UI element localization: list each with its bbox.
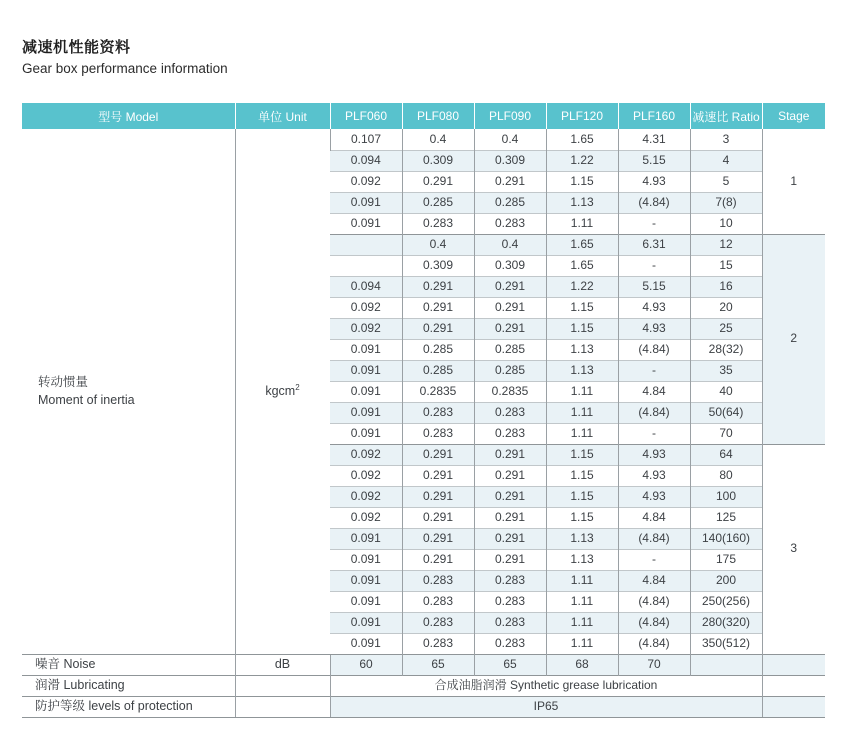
inertia-value-cell: 0.094 [330,276,402,297]
inertia-value-cell: - [618,549,690,570]
inertia-value-cell: 0.285 [474,360,546,381]
ratio-value-cell: 64 [690,444,762,465]
inertia-value-cell: 0.283 [402,213,474,234]
ratio-value-cell: 125 [690,507,762,528]
inertia-value-cell: 1.13 [546,528,618,549]
inertia-value-cell: 0.309 [402,255,474,276]
column-header-stage: Stage [762,103,825,129]
ratio-value-cell: 350(512) [690,633,762,654]
inertia-value-cell: 0.285 [402,360,474,381]
inertia-value-cell: 0.092 [330,318,402,339]
page-title: 减速机性能资料 [22,39,131,56]
inertia-value-cell: 0.2835 [474,381,546,402]
inertia-value-cell: 0.285 [474,339,546,360]
inertia-value-cell: (4.84) [618,591,690,612]
noise-unit: dB [235,654,330,675]
inertia-value-cell: 0.283 [402,633,474,654]
inertia-value-cell: 1.11 [546,402,618,423]
inertia-value-cell: 1.65 [546,129,618,150]
inertia-value-cell: 0.291 [474,549,546,570]
inertia-value-cell: 4.93 [618,297,690,318]
ratio-value-cell: 16 [690,276,762,297]
inertia-value-cell: 0.285 [402,192,474,213]
inertia-rows [22,129,825,654]
inertia-value-cell: 0.283 [474,423,546,444]
inertia-value-cell: 1.15 [546,507,618,528]
inertia-value-cell: 0.092 [330,507,402,528]
inertia-value-cell: 0.091 [330,570,402,591]
inertia-value-cell: 0.309 [474,255,546,276]
inertia-value-cell: 0.309 [402,150,474,171]
inertia-value-cell: 1.11 [546,633,618,654]
inertia-value-cell: 4.93 [618,171,690,192]
inertia-value-cell: - [618,360,690,381]
inertia-value-cell: 0.091 [330,402,402,423]
inertia-value-cell: 1.13 [546,192,618,213]
inertia-value-cell: 1.15 [546,171,618,192]
noise-value-cell: 65 [402,654,474,675]
inertia-value-cell: 0.092 [330,297,402,318]
noise-label: 噪音 Noise [22,654,235,675]
inertia-value-cell: 0.4 [402,129,474,150]
inertia-value-cell: 0.091 [330,339,402,360]
inertia-value-cell: 0.091 [330,528,402,549]
inertia-value-cell: 0.283 [402,423,474,444]
inertia-value-cell: 0.283 [474,213,546,234]
inertia-value-cell: - [618,213,690,234]
ratio-value-cell: 140(160) [690,528,762,549]
inertia-value-cell: 0.091 [330,612,402,633]
protection-value: IP65 [330,696,762,717]
inertia-value-cell: 1.13 [546,549,618,570]
inertia-value-cell: 0.283 [474,570,546,591]
inertia-value-cell: 0.291 [402,528,474,549]
unit-superscript: 2 [295,382,300,392]
inertia-value-cell: 0.092 [330,486,402,507]
column-header-model: 型号 Model [22,103,235,129]
inertia-value-cell: 1.13 [546,339,618,360]
column-header-plf160: PLF160 [618,103,690,129]
protection-row [22,696,825,717]
inertia-data-row [22,129,825,150]
inertia-value-cell: (4.84) [618,339,690,360]
stage-cell: 2 [762,234,825,444]
noise-empty-stage-cell [762,654,825,675]
noise-value-cell: 65 [474,654,546,675]
inertia-value-cell: 0.091 [330,213,402,234]
inertia-value-cell: 0.291 [402,444,474,465]
inertia-value-cell: 0.091 [330,381,402,402]
inertia-value-cell: 0.291 [402,549,474,570]
inertia-value-cell: 0.283 [402,570,474,591]
inertia-value-cell [330,234,402,255]
inertia-value-cell: 0.291 [474,507,546,528]
noise-empty-ratio-cell [690,654,762,675]
column-header-plf090: PLF090 [474,103,546,129]
inertia-value-cell: 0.309 [474,150,546,171]
inertia-value-cell: 0.2835 [402,381,474,402]
inertia-value-cell: 1.13 [546,360,618,381]
inertia-value-cell: 0.092 [330,171,402,192]
ratio-value-cell: 3 [690,129,762,150]
lubricating-label: 润滑 Lubricating [22,675,235,696]
ratio-value-cell: 280(320) [690,612,762,633]
column-header-plf120: PLF120 [546,103,618,129]
inertia-value-cell: 0.291 [474,528,546,549]
inertia-value-cell: 0.291 [402,276,474,297]
ratio-value-cell: 5 [690,171,762,192]
ratio-value-cell: 175 [690,549,762,570]
inertia-value-cell: 4.93 [618,444,690,465]
performance-table [22,103,825,718]
ratio-value-cell: 100 [690,486,762,507]
protection-empty-stage-cell [762,696,825,717]
column-header-plf060: PLF060 [330,103,402,129]
protection-label: 防护等级 levels of protection [22,696,235,717]
ratio-value-cell: 80 [690,465,762,486]
ratio-value-cell: 12 [690,234,762,255]
inertia-value-cell: 4.93 [618,486,690,507]
ratio-value-cell: 200 [690,570,762,591]
inertia-value-cell: - [618,255,690,276]
ratio-value-cell: 4 [690,150,762,171]
ratio-value-cell: 35 [690,360,762,381]
inertia-value-cell: 1.15 [546,318,618,339]
lubricating-empty-stage-cell [762,675,825,696]
inertia-value-cell: 1.15 [546,486,618,507]
inertia-value-cell: 0.091 [330,633,402,654]
inertia-value-cell: 4.93 [618,465,690,486]
inertia-value-cell: 0.291 [474,297,546,318]
column-header-unit: 单位 Unit [235,103,330,129]
lubricating-row [22,675,825,696]
ratio-value-cell: 25 [690,318,762,339]
inertia-value-cell: 1.11 [546,381,618,402]
inertia-value-cell: 0.291 [474,486,546,507]
inertia-value-cell: 1.11 [546,612,618,633]
inertia-value-cell: (4.84) [618,528,690,549]
inertia-value-cell: 0.291 [474,171,546,192]
column-header-ratio: 减速比 Ratio [690,103,762,129]
ratio-value-cell: 70 [690,423,762,444]
ratio-value-cell: 15 [690,255,762,276]
inertia-unit [235,129,330,654]
ratio-value-cell: 40 [690,381,762,402]
ratio-value-cell: 7(8) [690,192,762,213]
ratio-value-cell: 250(256) [690,591,762,612]
inertia-value-cell: 0.091 [330,360,402,381]
inertia-value-cell: 0.291 [402,465,474,486]
inertia-value-cell: 1.15 [546,297,618,318]
inertia-value-cell: 1.22 [546,150,618,171]
inertia-value-cell: 0.092 [330,465,402,486]
inertia-value-cell: 0.291 [474,444,546,465]
inertia-value-cell: 5.15 [618,150,690,171]
inertia-value-cell: 0.283 [402,612,474,633]
inertia-value-cell: 0.283 [474,633,546,654]
inertia-value-cell: 0.291 [474,276,546,297]
noise-value-cell: 60 [330,654,402,675]
summary-rows [22,654,825,717]
inertia-label-zh: 转动惯量 [38,375,89,390]
unit-base-text: kgcm [265,383,296,398]
inertia-value-cell: 1.11 [546,591,618,612]
inertia-value-cell: 1.11 [546,213,618,234]
inertia-value-cell: 0.4 [402,234,474,255]
inertia-value-cell: 4.93 [618,318,690,339]
inertia-value-cell: (4.84) [618,192,690,213]
inertia-value-cell: 0.283 [474,612,546,633]
ratio-value-cell: 20 [690,297,762,318]
inertia-value-cell: 1.11 [546,570,618,591]
inertia-value-cell: - [618,423,690,444]
inertia-value-cell: 0.291 [474,318,546,339]
inertia-value-cell: 0.091 [330,423,402,444]
stage-cell: 1 [762,129,825,234]
inertia-value-cell: 0.4 [474,234,546,255]
inertia-value-cell: 1.15 [546,465,618,486]
inertia-value-cell: 0.285 [402,339,474,360]
inertia-value-cell: (4.84) [618,612,690,633]
inertia-value-cell: 0.091 [330,591,402,612]
inertia-value-cell: 0.4 [474,129,546,150]
noise-value-cell: 68 [546,654,618,675]
inertia-value-cell: 0.291 [402,171,474,192]
column-header-plf080: PLF080 [402,103,474,129]
inertia-value-cell: (4.84) [618,633,690,654]
inertia-value-cell: 0.291 [402,486,474,507]
inertia-value-cell: 0.291 [402,297,474,318]
page-subtitle: Gear box performance information [22,61,228,76]
ratio-value-cell: 28(32) [690,339,762,360]
inertia-model-label [22,129,235,654]
inertia-value-cell: 4.84 [618,381,690,402]
inertia-value-cell: 0.285 [474,192,546,213]
inertia-value-cell: 0.291 [474,465,546,486]
inertia-value-cell [330,255,402,276]
table-header-row [22,103,825,129]
stage-cell: 3 [762,444,825,654]
inertia-value-cell: 1.65 [546,234,618,255]
inertia-value-cell: 4.84 [618,570,690,591]
lubricating-value: 合成油脂润滑 Synthetic grease lubrication [330,675,762,696]
inertia-label-en: Moment of inertia [38,393,135,408]
inertia-value-cell: 1.65 [546,255,618,276]
noise-row [22,654,825,675]
ratio-value-cell: 10 [690,213,762,234]
inertia-value-cell: 0.283 [474,591,546,612]
inertia-value-cell: 0.091 [330,192,402,213]
inertia-value-cell: (4.84) [618,402,690,423]
ratio-value-cell: 50(64) [690,402,762,423]
inertia-value-cell: 4.31 [618,129,690,150]
inertia-value-cell: 0.092 [330,444,402,465]
inertia-value-cell: 0.291 [402,318,474,339]
inertia-value-cell: 0.291 [402,507,474,528]
inertia-value-cell: 0.091 [330,549,402,570]
inertia-value-cell: 5.15 [618,276,690,297]
inertia-value-cell: 0.094 [330,150,402,171]
lubricating-unit-empty [235,675,330,696]
inertia-value-cell: 0.283 [402,591,474,612]
noise-value-cell: 70 [618,654,690,675]
inertia-value-cell: 6.31 [618,234,690,255]
inertia-value-cell: 1.22 [546,276,618,297]
protection-unit-empty [235,696,330,717]
inertia-value-cell: 4.84 [618,507,690,528]
inertia-value-cell: 1.11 [546,423,618,444]
inertia-value-cell: 1.15 [546,444,618,465]
inertia-value-cell: 0.283 [402,402,474,423]
inertia-value-cell: 0.283 [474,402,546,423]
inertia-value-cell: 0.107 [330,129,402,150]
